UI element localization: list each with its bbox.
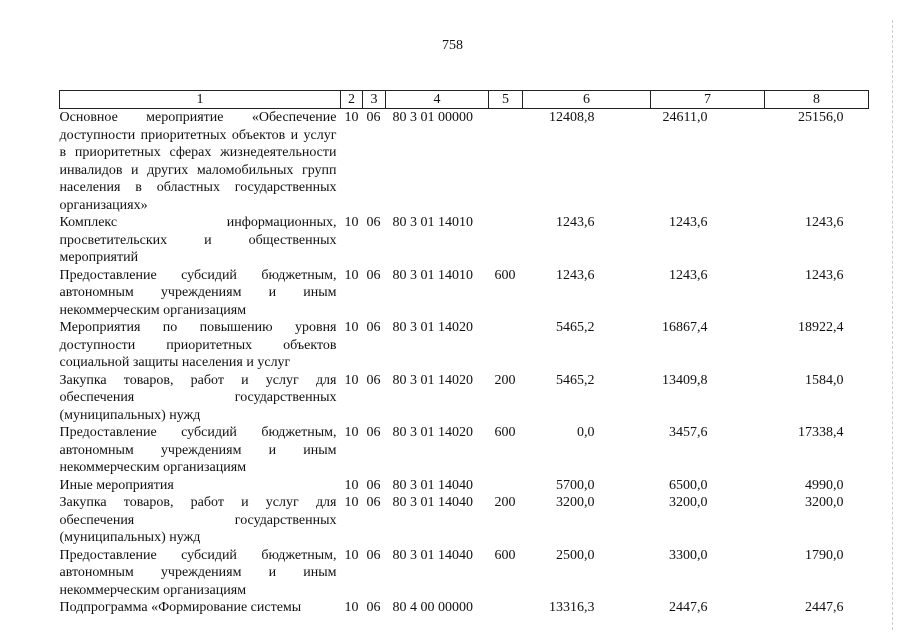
amount-col6-cell: 5700,0 <box>556 477 595 493</box>
table-row <box>60 494 869 547</box>
subsection-code-cell: 06 <box>366 215 381 230</box>
section-code-cell: 10 <box>344 320 359 335</box>
subsection-code-cell: 06 <box>366 425 381 440</box>
amount-col7-cell: 1243,6 <box>669 267 708 283</box>
expense-type-cell <box>489 599 523 617</box>
budget-table <box>59 90 869 617</box>
subsection-code-cell: 06 <box>366 267 381 283</box>
page-edge-line <box>892 20 893 630</box>
section-code-cell: 10 <box>344 425 359 440</box>
column-header-4: 4 <box>386 91 489 109</box>
table-row <box>60 319 869 372</box>
table-body <box>60 109 869 617</box>
section-code-cell: 10 <box>344 547 359 563</box>
row-name-cell: Иные мероприятия <box>59 477 174 493</box>
amount-col7-cell: 16867,4 <box>662 320 708 335</box>
amount-col6-cell: 5465,2 <box>556 372 595 388</box>
target-article-cell: 80 3 01 14040 <box>392 477 473 493</box>
expense-type-cell: 200 <box>494 372 516 388</box>
amount-col8-cell: 3200,0 <box>805 495 844 510</box>
table-row <box>60 267 869 320</box>
amount-col7-cell: 2447,6 <box>669 600 708 615</box>
subsection-code-cell: 06 <box>366 372 381 388</box>
column-number-header-row <box>60 91 869 109</box>
column-header-7: 7 <box>651 91 765 109</box>
table-row <box>60 214 869 267</box>
target-article-cell: 80 3 01 14010 <box>392 267 473 283</box>
expense-type-cell: 200 <box>494 495 516 510</box>
subsection-code-cell: 06 <box>366 547 381 563</box>
amount-col7-cell: 13409,8 <box>662 372 708 388</box>
column-header-1: 1 <box>60 91 341 109</box>
target-article-cell: 80 3 01 14040 <box>392 547 473 563</box>
page-number: 758 <box>442 38 463 53</box>
amount-col6-cell: 1243,6 <box>556 267 595 283</box>
section-code-cell: 10 <box>344 267 359 283</box>
row-name-cell: Предоставление субсидий бюджетным, автономным учреждениям и иным некоммерческим организациям <box>59 547 337 598</box>
row-name-cell: Мероприятия по повышению уровня доступности приоритетных объектов социальной защиты населения и услуг <box>59 320 337 370</box>
section-code-cell: 10 <box>344 600 359 615</box>
target-article-cell: 80 3 01 14020 <box>392 425 473 440</box>
table-row <box>60 372 869 425</box>
row-name-cell: Предоставление субсидий бюджетным, автономным учреждениям и иным некоммерческим организациям <box>59 267 337 318</box>
amount-col6-cell: 0,0 <box>577 425 595 440</box>
expense-type-cell: 600 <box>494 425 516 440</box>
amount-col7-cell: 1243,6 <box>669 215 708 230</box>
section-code-cell: 10 <box>344 372 359 388</box>
column-header-6: 6 <box>523 91 651 109</box>
amount-col7-cell: 3200,0 <box>669 495 708 510</box>
amount-col6-cell: 12408,8 <box>549 110 595 125</box>
expense-type-cell <box>489 214 523 267</box>
amount-col8-cell: 1243,6 <box>805 267 844 283</box>
amount-col8-cell: 17338,4 <box>798 425 844 440</box>
section-code-cell: 10 <box>344 215 359 230</box>
table-row <box>60 477 869 495</box>
expense-type-cell <box>489 319 523 372</box>
amount-col6-cell: 13316,3 <box>549 600 595 615</box>
amount-col6-cell: 1243,6 <box>556 215 595 230</box>
table-row <box>60 424 869 477</box>
expense-type-cell <box>489 477 523 495</box>
subsection-code-cell: 06 <box>366 320 381 335</box>
column-header-3: 3 <box>363 91 386 109</box>
target-article-cell: 80 3 01 14010 <box>392 215 473 230</box>
amount-col8-cell: 1790,0 <box>805 547 844 563</box>
column-header-5: 5 <box>489 91 523 109</box>
expense-type-cell: 600 <box>494 267 516 283</box>
target-article-cell: 80 3 01 14040 <box>392 495 473 510</box>
subsection-code-cell: 06 <box>366 495 381 510</box>
target-article-cell: 80 3 01 14020 <box>392 320 473 335</box>
row-name-cell: Предоставление субсидий бюджетным, автономным учреждениям и иным некоммерческим организациям <box>59 425 337 475</box>
row-name-cell: Подпрограмма «Формирование системы <box>59 600 302 615</box>
row-name-cell: Комплекс информационных, просветительских и общественных мероприятий <box>59 215 337 265</box>
table-row <box>60 109 869 215</box>
amount-col7-cell: 24611,0 <box>662 110 708 125</box>
amount-col6-cell: 5465,2 <box>556 320 595 335</box>
amount-col8-cell: 18922,4 <box>798 320 844 335</box>
row-name-cell: Закупка товаров, работ и услуг для обеспечения государственных (муниципальных) нужд <box>59 495 337 545</box>
amount-col7-cell: 3300,0 <box>669 547 708 563</box>
row-name-cell: Основное мероприятие «Обеспечение доступности приоритетных объектов и услуг в приоритетных сферах жизнедеятельности инвалидов и других маломобильных групп населения в областных государственных организациях» <box>59 110 337 213</box>
target-article-cell: 80 3 01 14020 <box>392 372 473 388</box>
row-name-cell: Закупка товаров, работ и услуг для обеспечения государственных (муниципальных) нужд <box>59 372 337 423</box>
amount-col8-cell: 2447,6 <box>805 600 844 615</box>
amount-col7-cell: 6500,0 <box>669 477 708 493</box>
column-header-2: 2 <box>341 91 363 109</box>
target-article-cell: 80 4 00 00000 <box>392 600 473 615</box>
target-article-cell: 80 3 01 00000 <box>392 110 473 125</box>
amount-col8-cell: 1243,6 <box>805 215 844 230</box>
section-code-cell: 10 <box>344 495 359 510</box>
amount-col6-cell: 3200,0 <box>556 495 595 510</box>
subsection-code-cell: 06 <box>366 600 381 615</box>
table-row <box>60 547 869 600</box>
section-code-cell: 10 <box>344 477 359 493</box>
amount-col8-cell: 25156,0 <box>798 110 844 125</box>
amount-col8-cell: 4990,0 <box>805 477 844 493</box>
subsection-code-cell: 06 <box>366 110 381 125</box>
table-row <box>60 599 869 617</box>
amount-col8-cell: 1584,0 <box>805 372 844 388</box>
expense-type-cell: 600 <box>494 547 516 563</box>
amount-col7-cell: 3457,6 <box>669 425 708 440</box>
column-header-8: 8 <box>765 91 869 109</box>
amount-col6-cell: 2500,0 <box>556 547 595 563</box>
subsection-code-cell: 06 <box>366 477 381 493</box>
section-code-cell: 10 <box>344 110 359 125</box>
expense-type-cell <box>489 109 523 215</box>
